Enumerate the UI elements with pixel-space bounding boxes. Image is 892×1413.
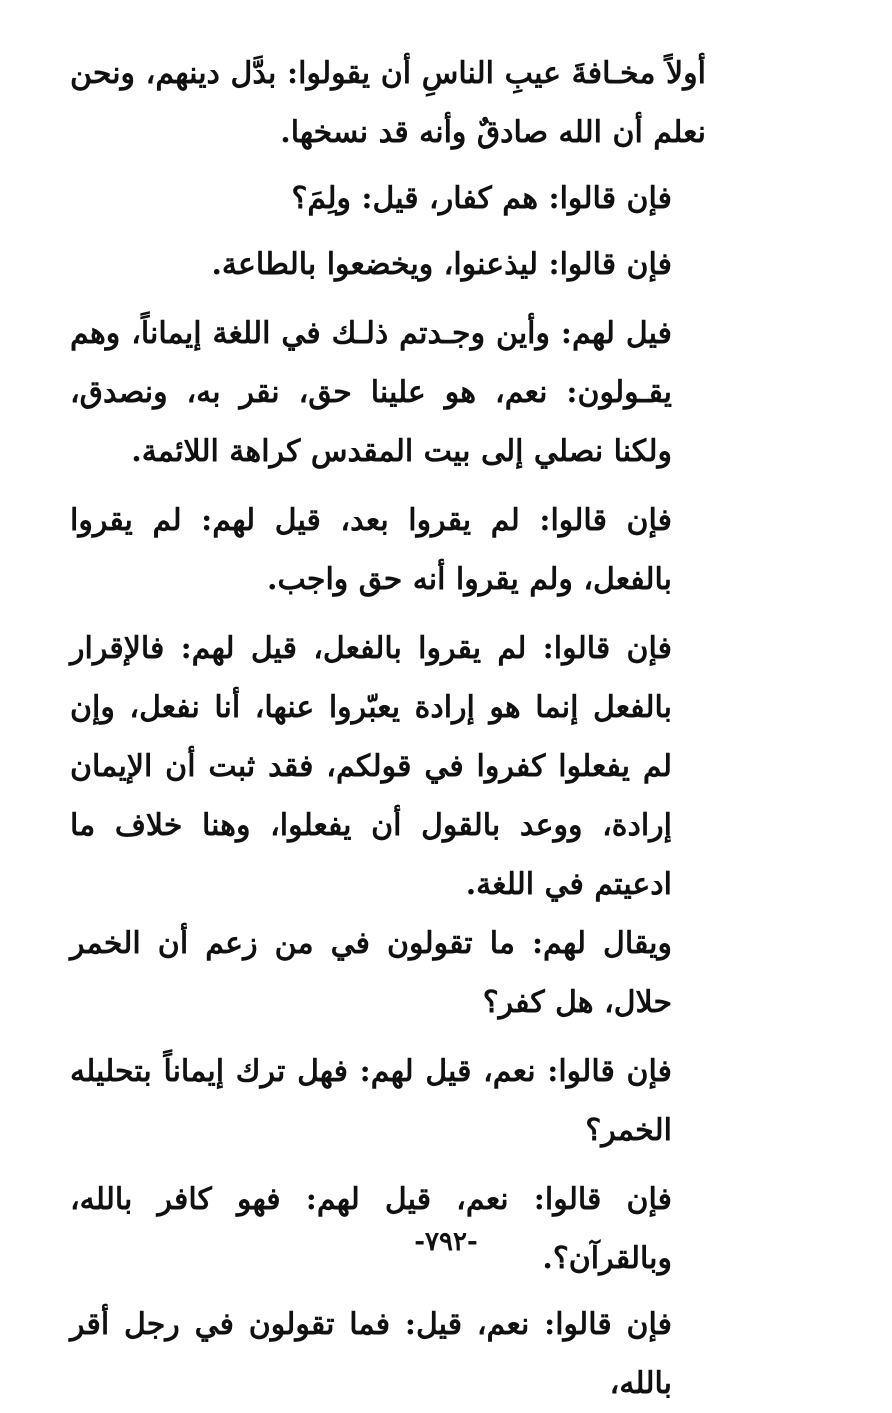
paragraph-7: ويقال لهم: ما تقولون في من زعم أن الخمر حلال، هل كفر؟ bbox=[70, 926, 672, 1020]
paragraph-1: أولاً مخـافةَ عيبِ الناسِ أن يقولوا: بدَّل دينهم، ونحن نعلم أن الله صادقٌ وأنه قد نسخها. bbox=[70, 56, 706, 150]
paragraph-4: فيل لهم: وأين وجـدتم ذلـك في اللغة إيماناً، وهم يقـولون: نعم، هو علينا حق، نقر به، ونصدق، ولكنا نصلي إلى بيت المقدس كراهة اللائمة. bbox=[70, 316, 672, 469]
paragraph-3: فإن قالوا: ليذعنوا، ويخضعوا بالطاعة. bbox=[211, 247, 672, 282]
paragraph-6: فإن قالوا: لم يقروا بالفعل، قيل لهم: فالإقرار بالفعل إنما هو إرادة يعبّروا عنها، أنا نفعل، وإن لم يفعلوا كفروا في قولكم، فقد ثبت أن الإيمان إرادة، ووعد بالقول أن يفعلوا، وهنا خلاف ما ادعيتم في اللغة. bbox=[70, 631, 672, 902]
paragraph-2: فإن قالوا: هم كفار، قيل: ولِمَ؟ bbox=[291, 181, 672, 216]
paragraph-10: فإن قالوا: نعم، قيل: فما تقولون في رجل أقر بالله، bbox=[70, 1307, 672, 1401]
paragraph-9: فإن قالوا: نعم، قيل لهم: فهو كافر بالله، وبالقرآن؟. bbox=[70, 1182, 672, 1276]
document-body bbox=[70, 44, 706, 1413]
page-number: -٧٩٢- bbox=[414, 1227, 478, 1257]
paragraph-5: فإن قالوا: لم يقروا بعد، قيل لهم: لم يقروا بالفعل، ولم يقروا أنه حق واجب. bbox=[70, 503, 672, 597]
paragraph-8: فإن قالوا: نعم، قيل لهم: فهل ترك إيماناً بتحليله الخمر؟ bbox=[70, 1054, 672, 1148]
